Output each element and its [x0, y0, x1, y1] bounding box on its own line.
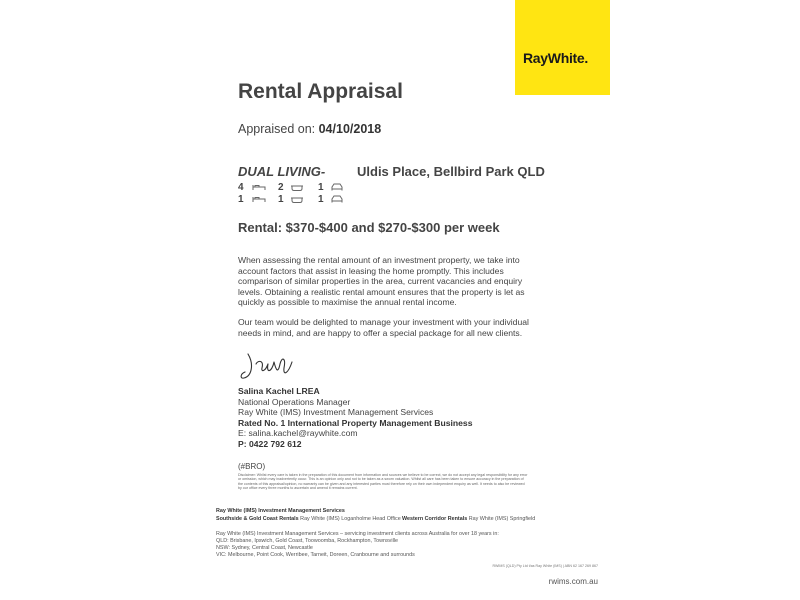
appraisal-document [190, 0, 610, 600]
property-type: DUAL LIVING- [238, 164, 326, 179]
car-icon [330, 183, 344, 191]
footer-company [216, 508, 596, 515]
appraised-date-value: 04/10/2018 [318, 122, 382, 136]
handwritten-signature [238, 350, 300, 382]
baths-count: 2 [278, 182, 284, 193]
rental-range: Rental: $370-$400 and $270-$300 per week [238, 220, 500, 235]
bed-icon [252, 195, 266, 203]
cars-count: 1 [318, 194, 324, 205]
abn-text: RWIMS (QLD) Pty Ltd t/as Ray White (IMS) | ABN 62 167 269 867 [492, 564, 598, 568]
property-address: Uldis Place, Bellbird Park QLD [357, 164, 545, 179]
contact-name: Salina Kachel LREA [238, 386, 320, 396]
cars-count: 1 [318, 182, 324, 193]
beds-count: 4 [238, 182, 244, 193]
bath-icon [290, 183, 304, 191]
assessment-paragraph: When assessing the rental amount of an investment property, we take into account factors that assist in leasing the home promptly. This includes comparison of similar properties in the area, current vacancies and enquiry levels. Obtaining a realistic rental amount ensures that the property is let as quickly as possible to maximise the annual rental income. [238, 255, 525, 308]
office-southside-name: Ray White (IMS) Loganholme Head Office [298, 516, 401, 522]
ray-white-logo [515, 0, 610, 95]
contact-block [238, 386, 558, 450]
website-link[interactable]: rwims.com.au [548, 577, 598, 586]
service-area-qld: QLD: Brisbane, Ipswich, Gold Coast, Toowoomba, Rockhampton, Townsville [216, 538, 398, 544]
baths-count: 1 [278, 194, 284, 205]
contact-role: National Operations Manager [238, 396, 351, 407]
servicing-statement: Ray White (IMS) Investment Management Services – servicing investment clients across Australia for over 18 years in: [216, 531, 499, 537]
footer-offices [216, 516, 596, 523]
service-area-nsw: NSW: Sydney, Central Coast, Newcastle [216, 545, 313, 551]
office-western-label: Western Corridor Rentals [402, 516, 468, 522]
page-title: Rental Appraisal [238, 80, 403, 103]
brand-name: RayWhite. [523, 50, 588, 66]
bed-icon [252, 183, 266, 191]
disclaimer-text: Disclaimer: Whilst every care is taken in the preparation of this document from information and sources we believe to be correct, we do not accept any legal responsibility for any error or omission, which may inadvertently occur. This is an opinion only and not to be taken as a sworn valuation. Whilst all care has been taken to ensure accuracy in the preparation of the contents of this appraisal/opinion, no warranty can be given and any interested parties must therefore rely on their own independent enquiry as well. It needs to also be reviewed by our office every three months to ascertain and amend it remains current. [238, 473, 528, 490]
contact-tagline: Rated No. 1 International Property Management Business [238, 417, 473, 428]
reference-code: (#BRO) [238, 462, 266, 471]
office-southside-label: Southside & Gold Coast Rentals [216, 516, 299, 522]
car-icon [330, 195, 344, 203]
footer-company-name: Ray White (IMS) Investment Management Services [216, 508, 345, 514]
footer-service-areas [216, 531, 596, 559]
office-western-name: Ray White (IMS) Springfield [467, 516, 536, 522]
contact-email[interactable]: E: salina.kachel@raywhite.com [238, 428, 358, 439]
bath-icon [290, 195, 304, 203]
contact-phone[interactable]: P: 0422 792 612 [238, 438, 302, 449]
appraised-label: Appraised on: [238, 122, 319, 136]
service-area-vic: VIC: Melbourne, Point Cook, Werribee, Tarneit, Doreen, Cranbourne and surrounds [216, 552, 415, 558]
contact-company: Ray White (IMS) Investment Management Services [238, 407, 434, 418]
offer-paragraph: Our team would be delighted to manage your investment with your individual needs in mind, and are happy to offer a special package for all new clients. [238, 317, 529, 338]
appraised-date [238, 122, 381, 136]
beds-count: 1 [238, 194, 244, 205]
